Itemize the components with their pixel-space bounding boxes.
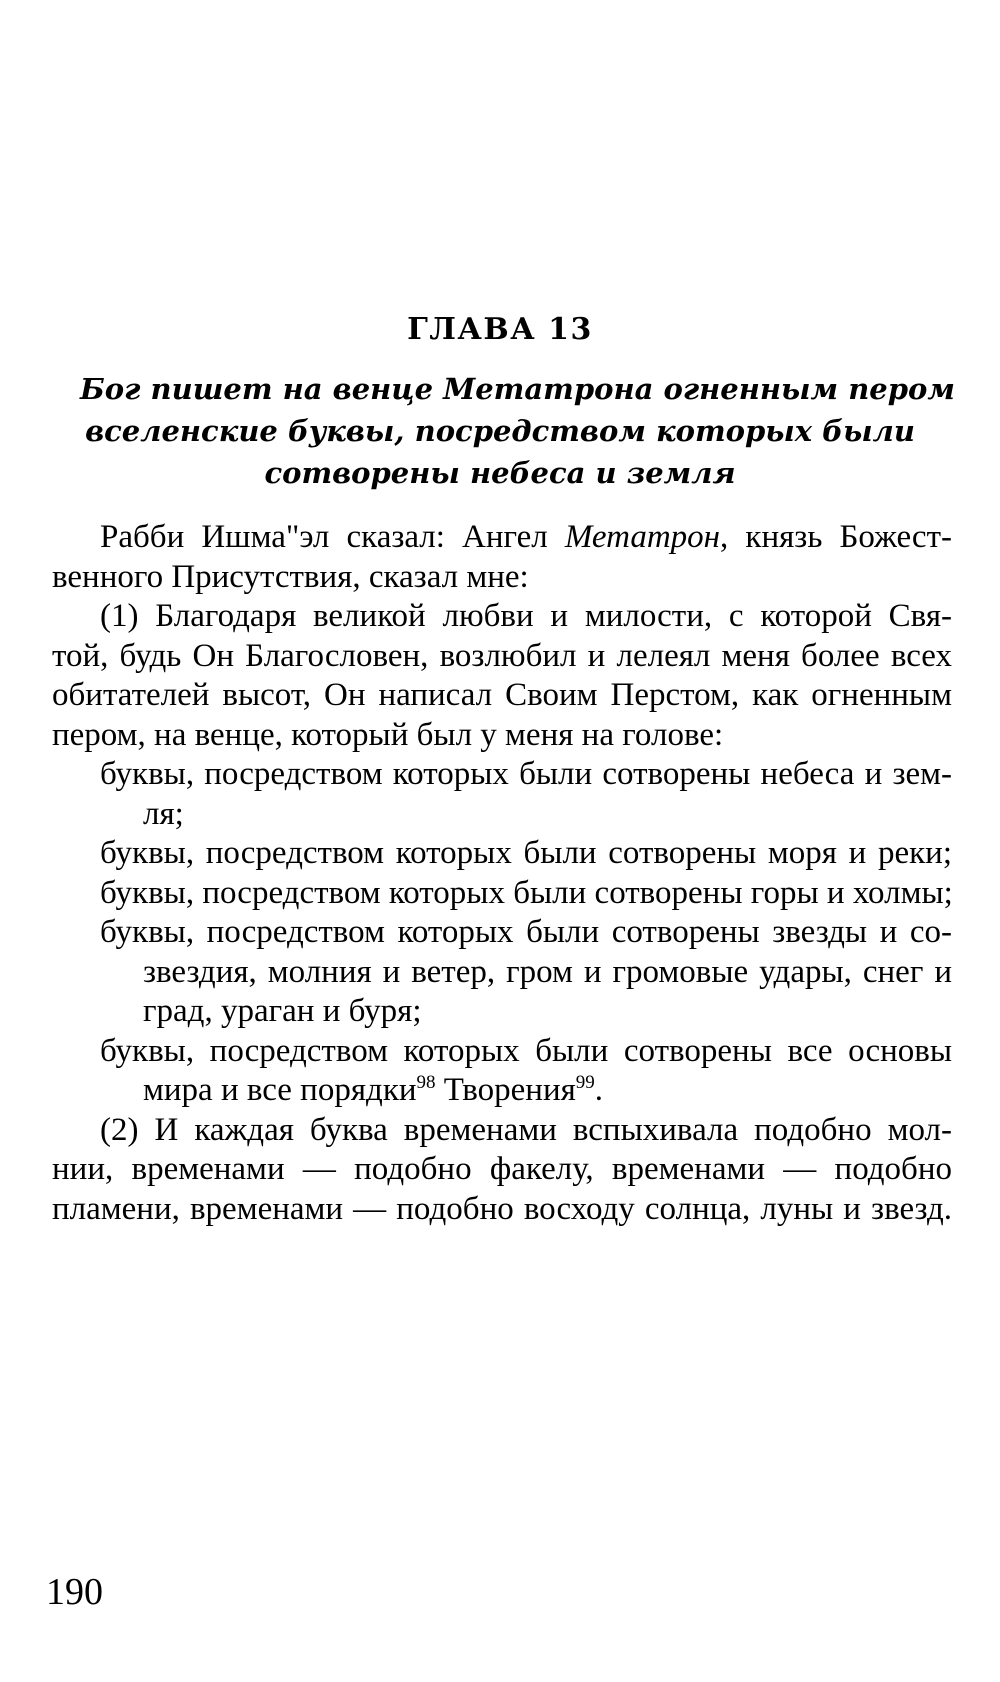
paragraph-1-line: (1) Благодаря великой любви и милости, с которой Свя- [100, 598, 952, 634]
paragraph-1-line: пером, на венце, который был у меня на голове: [52, 716, 724, 753]
subtitle-line: сотворены небеса и земля [264, 456, 736, 490]
subtitle-line: Бог пишет на венце Метатрона огненным пером [80, 372, 955, 406]
paragraph-2-line: нии, временами — подобно факелу, временами — подобно [52, 1151, 952, 1187]
footnote-ref[interactable]: 98 [416, 1072, 436, 1093]
paragraph-2-line: (2) И каждая буква временами вспыхивала подобно мол- [100, 1111, 952, 1148]
list-item-line: буквы, посредством которых были сотворены все основы [100, 1032, 952, 1069]
chapter-subtitle [80, 368, 955, 494]
list-item-line: ля; [143, 795, 184, 832]
list-item-line: звездия, молния и ветер, гром и громовые удары, снег и [143, 953, 952, 990]
footnote-ref[interactable]: 99 [575, 1072, 595, 1093]
intro-line: Рабби Ишма"эл сказал: Ангел Метатрон, князь Божест- [100, 519, 952, 555]
paragraph-1-line: обитателей высот, Он написал Своим Перстом, как огненным [52, 677, 952, 713]
list-item-line: буквы, посредством которых были сотворены звезды и со- [100, 914, 952, 950]
list-item-line: буквы, посредством которых были сотворены небеса и зем- [100, 756, 952, 792]
intro-line: венного Присутствия, сказал мне: [52, 558, 529, 595]
body-text [52, 518, 952, 1229]
list-item-line: буквы, посредством которых были сотворены моря и реки; [100, 835, 952, 871]
subtitle-line: вселенские буквы, посредством которых были [85, 414, 915, 448]
paragraph-1-line: той, будь Он Благословен, возлюбил и лелеял меня более всех [52, 637, 952, 674]
list-item-line: мира и все порядки$^{98}$ Творения$^{99}$. [143, 1072, 604, 1108]
list-item-line: буквы, посредством которых были сотворены горы и холмы; [100, 874, 953, 911]
page-number: 190 [46, 1571, 103, 1613]
angel-name: Метатрон [564, 519, 721, 555]
list-item-line: град, ураган и буря; [143, 993, 422, 1029]
paragraph-2-line: пламени, временами — подобно восходу солнца, луны и звезд. [52, 1190, 952, 1227]
chapter-title: ГЛАВА 13 [407, 312, 593, 347]
